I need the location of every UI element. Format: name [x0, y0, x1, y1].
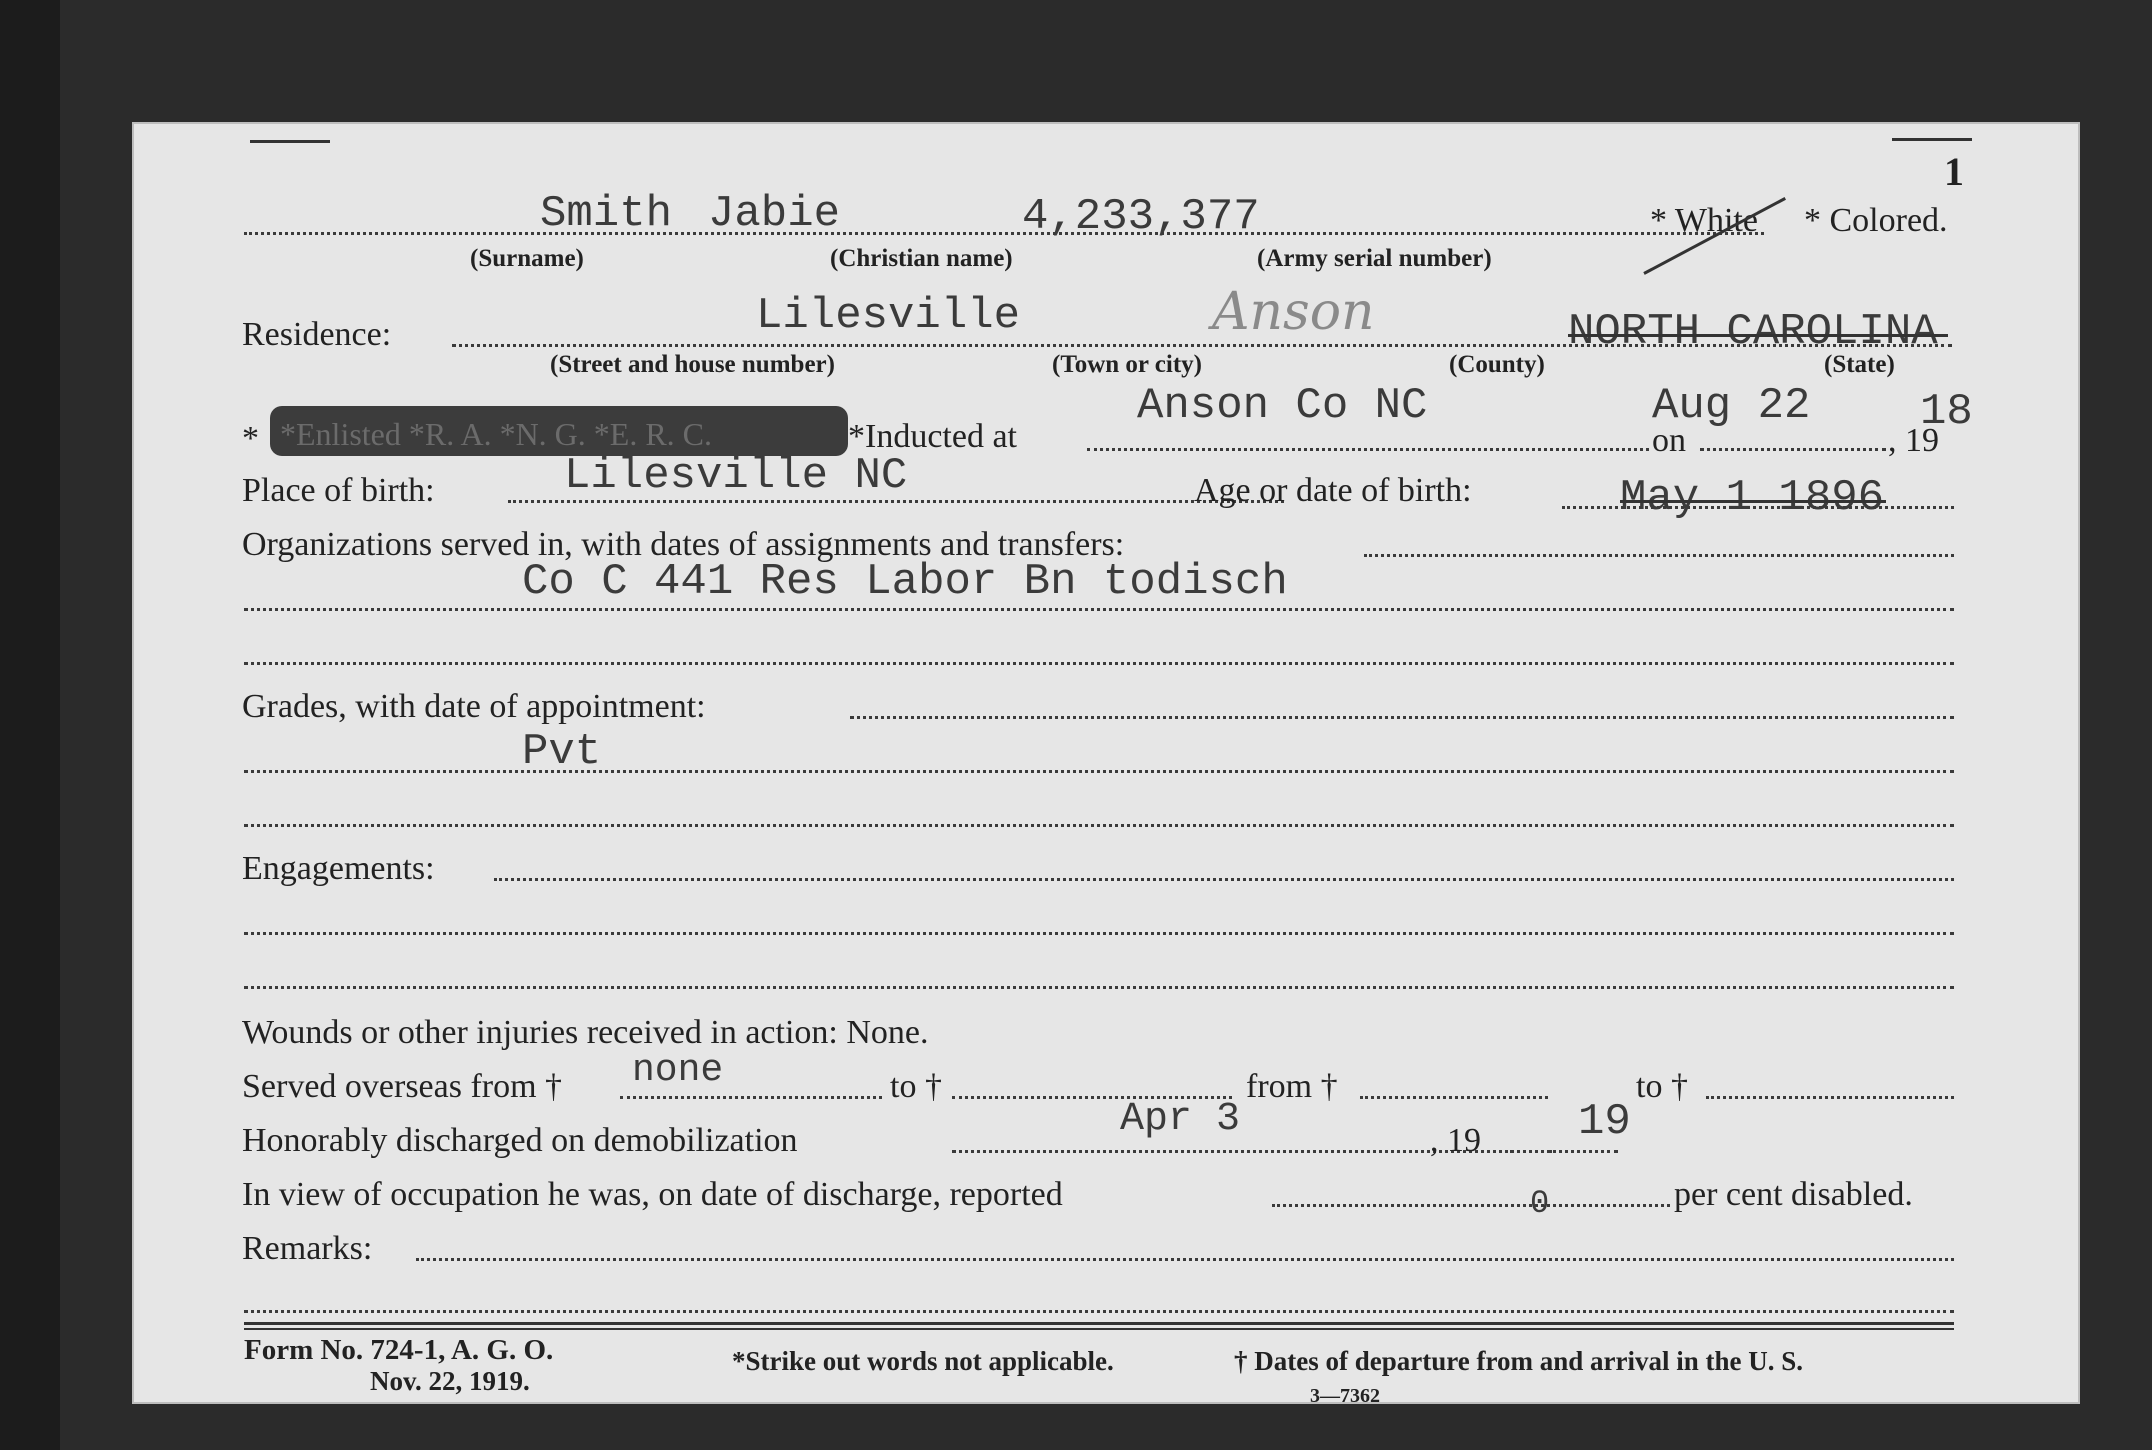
form-number: Form No. 724-1, A. G. O.: [244, 1334, 554, 1366]
state-value: NORTH CAROLINA: [1568, 307, 1938, 357]
birth-date-value: May 1 1896: [1620, 473, 1885, 523]
disability-value: 0: [1530, 1185, 1550, 1222]
overseas-from-2-line: [1360, 1096, 1548, 1099]
inducted-date-value: Aug 22: [1652, 381, 1811, 431]
state-caption: (State): [1824, 351, 1895, 378]
organizations-line-3: [244, 662, 1954, 665]
discharge-year-value: 19: [1578, 1097, 1631, 1147]
surname-value: Smith: [540, 189, 673, 239]
county-caption: (County): [1449, 351, 1545, 378]
discharge-year-prefix: , 19: [1430, 1122, 1481, 1159]
inducted-place-value: Anson Co NC: [1137, 381, 1428, 431]
residence-label: Residence:: [242, 316, 392, 353]
birth-date-strike: [1620, 500, 1886, 503]
on-line: [1700, 448, 1886, 451]
print-code: 3—7362: [1310, 1385, 1380, 1407]
residence-line: [452, 344, 1952, 347]
grades-line-3: [244, 824, 1954, 827]
county-value: Anson: [1212, 282, 1375, 342]
birth-date-line: [1562, 506, 1954, 509]
town-value: Lilesville: [756, 291, 1021, 341]
scan-border: [0, 0, 60, 1450]
engagements-label: Engagements:: [242, 850, 435, 887]
overseas-from-line: [620, 1096, 882, 1099]
discharge-date-value: Apr 3: [1120, 1097, 1241, 1142]
occupation-label: In view of occupation he was, on date of discharge, reported: [242, 1176, 1063, 1213]
enlistment-options: *Enlisted *R. A. *N. G. *E. R. C.: [280, 416, 713, 452]
christian-name-value: Jabie: [708, 189, 841, 239]
on-label: on: [1652, 422, 1686, 459]
organizations-line-1: [1364, 554, 1954, 557]
inducted-year-prefix: , 19: [1888, 422, 1939, 459]
town-caption: (Town or city): [1052, 351, 1202, 378]
grades-label: Grades, with date of appointment:: [242, 688, 706, 725]
grade-value: Pvt: [522, 727, 602, 777]
top-right-rule: [1892, 138, 1972, 141]
age-label: Age or date of birth:: [1194, 472, 1472, 509]
strike-note: *Strike out words not applicable.: [732, 1346, 1114, 1376]
wounds-label: Wounds or other injuries received in action: None.: [242, 1014, 929, 1051]
colored-option: * Colored.: [1804, 202, 1948, 239]
overseas-to-2-line: [1706, 1096, 1954, 1099]
street-caption: (Street and house number): [550, 351, 835, 378]
christian-name-caption: (Christian name): [830, 245, 1013, 272]
organization-value: Co C 441 Res Labor Bn todisch: [522, 557, 1288, 607]
inducted-line: [1087, 448, 1649, 451]
name-line: [244, 232, 1764, 235]
dates-note: † Dates of departure from and arrival in the U. S.: [1234, 1346, 1803, 1376]
enlistment-asterisk: *: [242, 420, 259, 457]
birthplace-value: Lilesville NC: [564, 451, 908, 501]
overseas-from-2-label: from †: [1246, 1068, 1338, 1105]
state-strike: [1568, 334, 1948, 337]
footer-rule-2: [244, 1328, 1954, 1330]
grades-line-2: [244, 770, 1954, 773]
birthplace-line: [508, 500, 1284, 503]
footer-rule-1: [244, 1322, 1954, 1325]
card-number: 1: [1944, 149, 1964, 194]
discharged-label: Honorably discharged on demobilization: [242, 1122, 798, 1159]
remarks-line-1: [416, 1258, 1954, 1261]
serial-number-caption: (Army serial number): [1257, 245, 1492, 272]
disabled-label: per cent disabled.: [1674, 1176, 1913, 1213]
overseas-to-2-label: to †: [1636, 1068, 1688, 1105]
engagements-line-2: [244, 932, 1954, 935]
form-date: Nov. 22, 1919.: [370, 1366, 530, 1396]
white-option: * White: [1650, 202, 1758, 239]
organizations-line-2: [244, 608, 1954, 611]
serial-number-value: 4,233,377: [1022, 192, 1260, 242]
top-left-rule: [250, 140, 330, 143]
engagements-line-1: [494, 878, 1954, 881]
service-record-card: [132, 122, 2080, 1407]
remarks-label: Remarks:: [242, 1230, 373, 1267]
remarks-line-2: [244, 1310, 1954, 1313]
surname-caption: (Surname): [470, 245, 584, 272]
organizations-label: Organizations served in, with dates of assignments and transfers:: [242, 526, 1125, 563]
birthplace-label: Place of birth:: [242, 472, 435, 509]
overseas-label: Served overseas from †: [242, 1068, 563, 1105]
inducted-year-value: 18: [1920, 387, 1973, 437]
grades-line-1: [850, 716, 1954, 719]
disability-line: [1272, 1204, 1670, 1207]
overseas-to-label: to †: [890, 1068, 942, 1105]
overseas-from-value: none: [632, 1049, 724, 1092]
engagements-line-3: [244, 986, 1954, 989]
inducted-label: *Inducted at: [848, 418, 1017, 455]
discharge-year-line: [1510, 1150, 1618, 1153]
